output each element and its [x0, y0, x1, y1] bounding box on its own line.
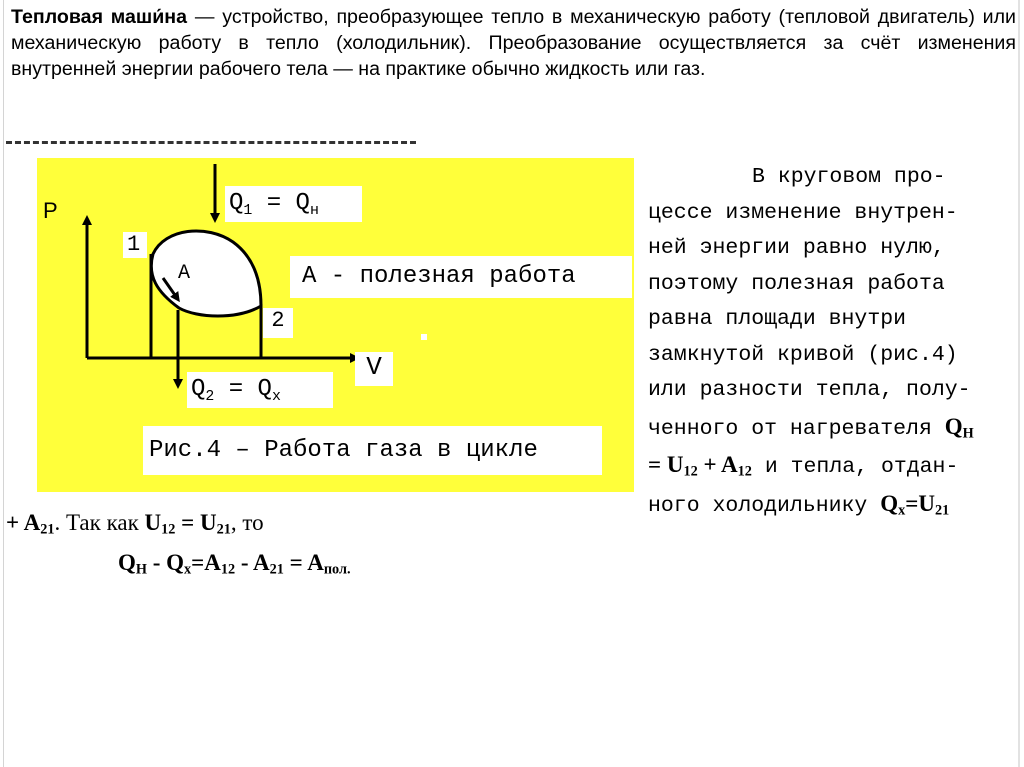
decorative-dot — [421, 334, 427, 340]
intro-paragraph — [11, 4, 1016, 82]
side-explanation: В круговом про- цессе изменение внутрен- ней энергии равно нулю, поэтому полезная работа равна площади внутри замкнутой кривой (рис.4) или разности тепла, полу- ченного от нагревателя $Q_Н$ = $U_{12} + A_{12}$ и тепла, отдан- ного холодильнику $Q_х=U_{21}$ — [648, 165, 974, 519]
bottom-formula: $Q_Н - Q_х=A_{12} - A_{21} = A_{пол.}$ — [118, 550, 351, 578]
cycle-curve — [151, 231, 261, 316]
heat-out-label: $Q_2 = Q_х$ — [187, 372, 333, 408]
v-axis-label: V — [355, 352, 393, 386]
intro-term: Тепловая маши́на — [11, 6, 188, 28]
point-1-label: 1 — [123, 232, 147, 258]
bottom-line-1: + $A_{21}$. Так как $U_{12} = U_{21}$, то — [6, 510, 264, 538]
heat-in-label: $Q_1 = Q_н$ — [225, 186, 362, 222]
area-label: А — [178, 262, 191, 285]
p-axis-label: P — [43, 198, 58, 223]
section-divider — [6, 141, 416, 144]
page-frame-left — [3, 0, 4, 767]
intro-text: — устройство, преобразующее тепло в механическую работу (тепловой двигатель) или механическую работу в тепло (холодильник). Преобразование осуществляется за счёт изменения внутренней энергии рабочего тела — на практике обычно жидкость или газ. — [11, 6, 1016, 80]
page-frame-right — [1018, 0, 1020, 767]
useful-work-label: А - полезная работа — [290, 256, 632, 298]
point-2-label: 2 — [263, 308, 293, 338]
figure-caption: Рис.4 – Работа газа в цикле — [143, 426, 602, 475]
pv-diagram-figure — [37, 158, 634, 492]
